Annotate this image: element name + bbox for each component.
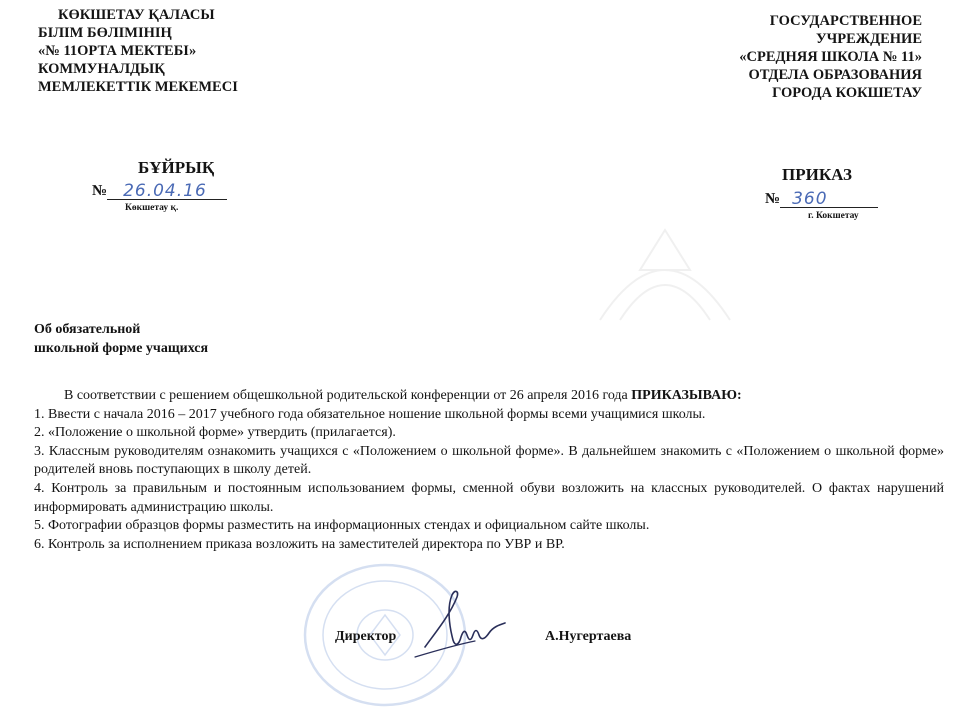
handwritten-number: 360 [792, 189, 828, 209]
order-title-kazakh: БҰЙРЫҚ [138, 158, 215, 177]
signature-row [335, 625, 655, 655]
number-line [107, 180, 227, 200]
order-item: 2. «Положение о школьной форме» утвердить (прилагается). [34, 425, 396, 441]
order-item: 4. Контроль за правильным и постоянным использованием формы, сменной обуви возложить на классных руководителей. О фактах нарушений информировать администрацию школы. [34, 480, 944, 515]
signature-name: А.Нугертаева [545, 629, 632, 644]
signature-title: Директор [335, 629, 397, 644]
order-number-kazakh [92, 180, 227, 200]
city-kazakh: Көкшетау қ. [125, 203, 179, 213]
order-number-russian [765, 188, 878, 208]
header-right-line: «СРЕДНЯЯ ШКОЛА № 11» [739, 49, 922, 65]
city-russian: г. Кокшетау [808, 211, 859, 221]
header-left-kazakh [38, 6, 238, 96]
header-right-line: ГОСУДАРСТВЕННОЕ [769, 13, 922, 29]
order-item: 1. Ввести с начала 2016 – 2017 учебного года обязательное ношение школьной формы всеми учащимися школы. [34, 406, 706, 422]
number-sign: № [765, 191, 781, 207]
header-right-line: УЧРЕЖДЕНИЕ [815, 31, 922, 47]
header-left-line: МЕМЛЕКЕТТІК МЕКЕМЕСІ [38, 79, 238, 95]
handwritten-date: 26.04.16 [123, 181, 207, 201]
order-title-russian: ПРИКАЗ [782, 165, 852, 184]
number-line [780, 188, 878, 208]
watermark-emblem [580, 210, 750, 340]
order-subject [34, 320, 208, 358]
subject-line: Об обязательной [34, 322, 141, 337]
header-left-line: КОММУНАЛДЫҚ [38, 61, 165, 77]
order-item: 5. Фотографии образцов формы разместить на информационных стендах и официальном сайте школы. [34, 518, 650, 534]
header-left-line: «№ 11ОРТА МЕКТЕБІ» [38, 43, 197, 59]
order-item: 3. Классным руководителям ознакомить учащихся с «Положением о школьной форме». В дальнейшем знакомить с «Положением о школьной форме» родителей вновь поступающих в школу детей. [34, 443, 944, 478]
order-item: 6. Контроль за исполнением приказа возложить на заместителей директора по УВР и ВР. [34, 536, 565, 552]
intro-paragraph [34, 387, 944, 406]
header-left-line: БІЛІМ БӨЛІМІНІҢ [38, 25, 172, 41]
header-right-russian [739, 12, 922, 102]
header-left-line: КӨКШЕТАУ ҚАЛАСЫ [58, 7, 215, 23]
header-right-line: ГОРОДА КОКШЕТАУ [772, 85, 922, 101]
header-right-line: ОТДЕЛА ОБРАЗОВАНИЯ [748, 67, 922, 83]
order-body [34, 387, 944, 554]
intro-text: В соответствии с решением общешкольной родительской конференции от 26 апреля 2016 года [64, 388, 632, 403]
subject-line: школьной форме учащихся [34, 341, 209, 356]
intro-bold: ПРИКАЗЫВАЮ: [631, 388, 742, 403]
number-sign: № [92, 183, 108, 199]
